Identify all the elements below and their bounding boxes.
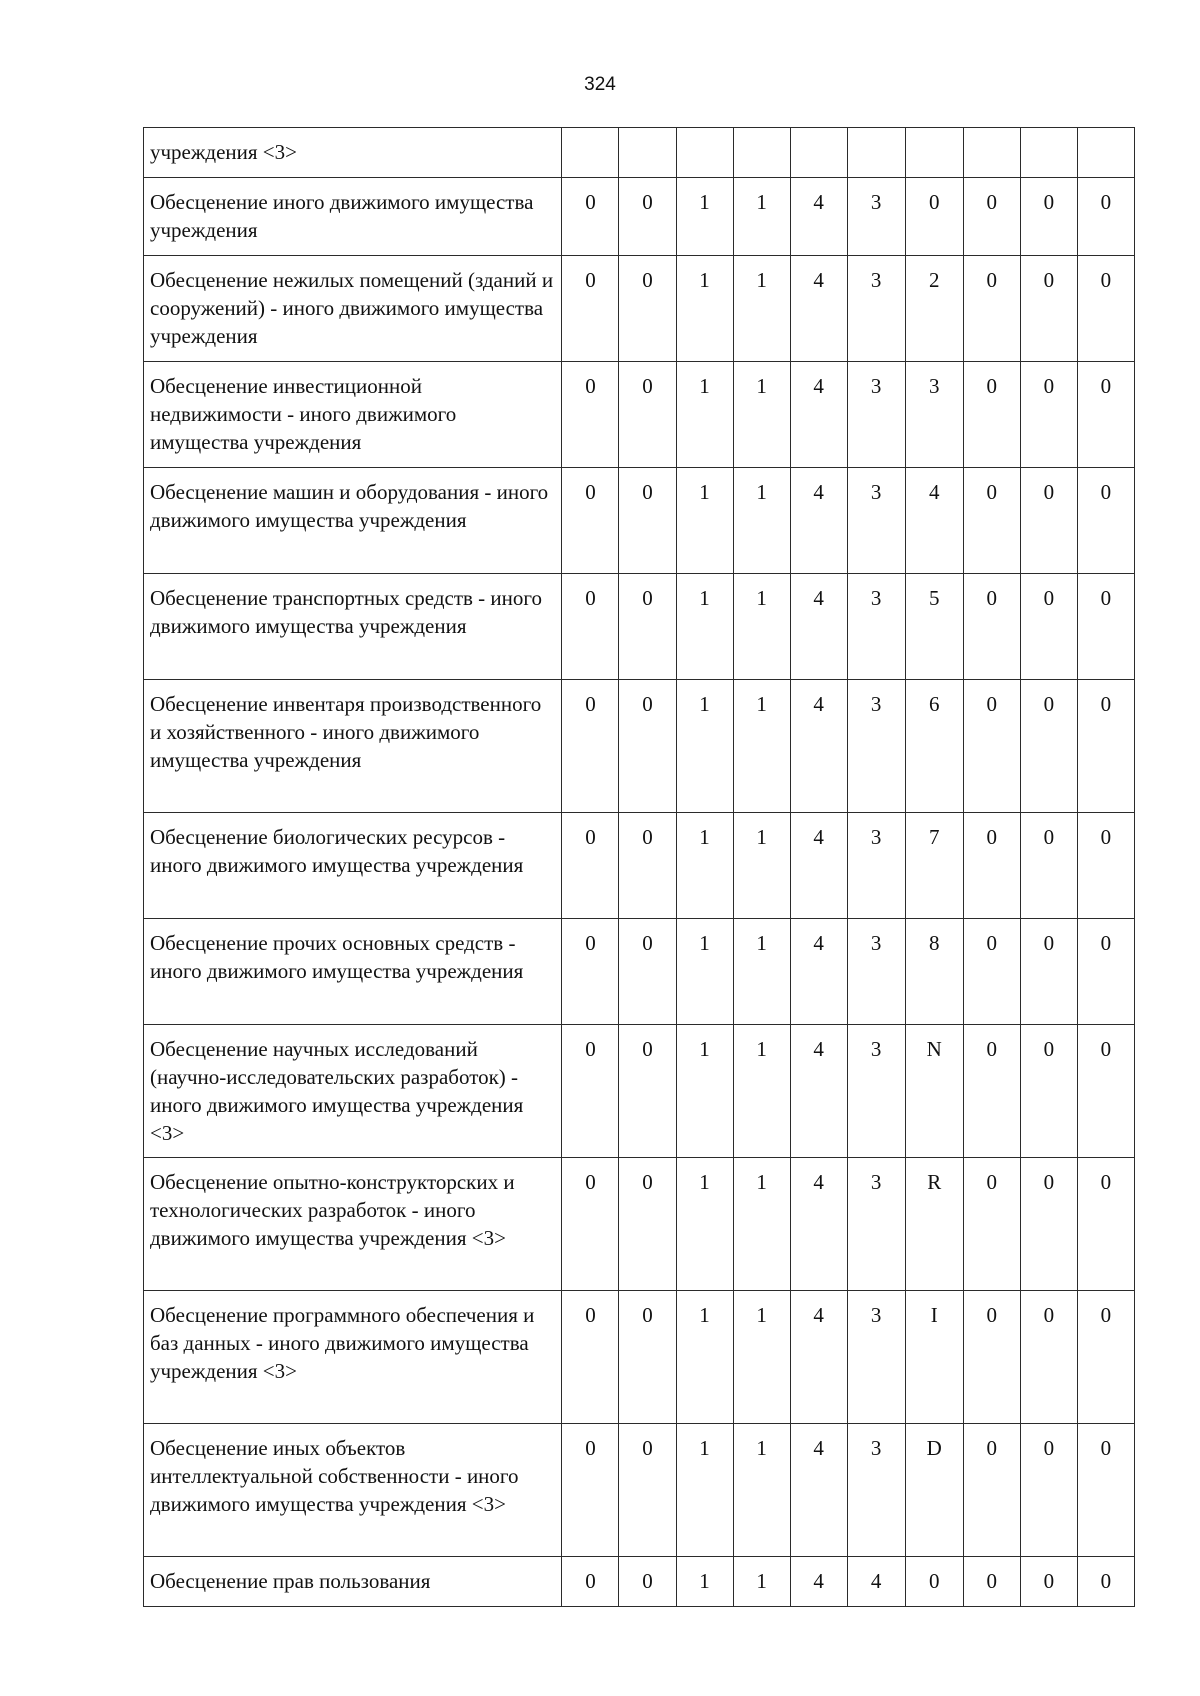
code-digit-5: 4 — [790, 1291, 847, 1424]
code-digit-5: 4 — [790, 1158, 847, 1291]
row-description: Обесценение прав пользования — [144, 1557, 562, 1607]
code-digit-7: 6 — [905, 680, 963, 813]
code-digit-7: 3 — [905, 362, 963, 468]
code-digit-4: 1 — [733, 680, 790, 813]
code-digit-1: 0 — [562, 919, 619, 1025]
code-digit-1: 0 — [562, 468, 619, 574]
code-digit-9 — [1020, 128, 1077, 178]
code-digit-2: 0 — [619, 1291, 676, 1424]
code-digit-5: 4 — [790, 178, 847, 256]
code-digit-8 — [963, 128, 1020, 178]
code-digit-7: 2 — [905, 256, 963, 362]
code-digit-6: 3 — [847, 362, 905, 468]
table-row — [144, 1291, 1135, 1424]
table-row — [144, 1557, 1135, 1607]
page-number: 324 — [584, 74, 616, 95]
code-digit-8: 0 — [963, 1424, 1020, 1557]
code-digit-8: 0 — [963, 1025, 1020, 1158]
row-description: Обесценение программного обеспечения и баз данных - иного движимого имущества учреждения <3> — [144, 1291, 562, 1424]
code-digit-2: 0 — [619, 1424, 676, 1557]
table-row — [144, 362, 1135, 468]
code-digit-1: 0 — [562, 1025, 619, 1158]
row-description: Обесценение прочих основных средств - иного движимого имущества учреждения — [144, 919, 562, 1025]
code-digit-7: I — [905, 1291, 963, 1424]
code-digit-1: 0 — [562, 680, 619, 813]
code-digit-9: 0 — [1020, 468, 1077, 574]
code-digit-10: 0 — [1077, 468, 1134, 574]
table-row — [144, 919, 1135, 1025]
code-digit-4: 1 — [733, 919, 790, 1025]
code-digit-4: 1 — [733, 362, 790, 468]
code-digit-4 — [733, 128, 790, 178]
code-digit-9: 0 — [1020, 1424, 1077, 1557]
code-digit-7: 5 — [905, 574, 963, 680]
row-description: Обесценение иного движимого имущества учреждения — [144, 178, 562, 256]
code-digit-7: 0 — [905, 178, 963, 256]
code-digit-4: 1 — [733, 1158, 790, 1291]
code-digit-7 — [905, 128, 963, 178]
row-description: Обесценение транспортных средств - иного движимого имущества учреждения — [144, 574, 562, 680]
table-body — [144, 128, 1135, 1607]
code-digit-6: 3 — [847, 1025, 905, 1158]
code-digit-2: 0 — [619, 813, 676, 919]
code-digit-2: 0 — [619, 362, 676, 468]
code-digit-3: 1 — [676, 813, 733, 919]
code-digit-6: 3 — [847, 468, 905, 574]
code-digit-5: 4 — [790, 362, 847, 468]
code-digit-5: 4 — [790, 468, 847, 574]
code-digit-9: 0 — [1020, 1158, 1077, 1291]
code-digit-7: 4 — [905, 468, 963, 574]
table-row — [144, 1025, 1135, 1158]
code-digit-6: 3 — [847, 256, 905, 362]
code-digit-3: 1 — [676, 1557, 733, 1607]
table-row — [144, 1424, 1135, 1557]
code-digit-10: 0 — [1077, 919, 1134, 1025]
code-digit-3: 1 — [676, 1025, 733, 1158]
code-digit-9: 0 — [1020, 574, 1077, 680]
code-digit-5: 4 — [790, 1424, 847, 1557]
code-digit-8: 0 — [963, 468, 1020, 574]
code-digit-10: 0 — [1077, 178, 1134, 256]
code-digit-10: 0 — [1077, 680, 1134, 813]
table-row — [144, 256, 1135, 362]
code-digit-9: 0 — [1020, 1557, 1077, 1607]
code-digit-2: 0 — [619, 1557, 676, 1607]
table-row — [144, 574, 1135, 680]
row-description: Обесценение биологических ресурсов - иного движимого имущества учреждения — [144, 813, 562, 919]
code-digit-3: 1 — [676, 256, 733, 362]
code-digit-8: 0 — [963, 813, 1020, 919]
code-digit-10: 0 — [1077, 1158, 1134, 1291]
code-digit-6: 3 — [847, 919, 905, 1025]
code-digit-6: 3 — [847, 813, 905, 919]
code-digit-6: 3 — [847, 1158, 905, 1291]
code-digit-1: 0 — [562, 256, 619, 362]
row-description: Обесценение машин и оборудования - иного движимого имущества учреждения — [144, 468, 562, 574]
row-description: Обесценение нежилых помещений (зданий и сооружений) - иного движимого имущества учреждения — [144, 256, 562, 362]
code-digit-8: 0 — [963, 362, 1020, 468]
code-digit-3: 1 — [676, 1424, 733, 1557]
row-description: Обесценение иных объектов интеллектуальной собственности - иного движимого имущества учреждения <3> — [144, 1424, 562, 1557]
code-digit-9: 0 — [1020, 680, 1077, 813]
code-digit-4: 1 — [733, 468, 790, 574]
code-digit-4: 1 — [733, 1025, 790, 1158]
code-digit-9: 0 — [1020, 919, 1077, 1025]
code-digit-6: 3 — [847, 574, 905, 680]
code-digit-9: 0 — [1020, 256, 1077, 362]
code-digit-9: 0 — [1020, 1291, 1077, 1424]
code-digit-1: 0 — [562, 574, 619, 680]
code-digit-9: 0 — [1020, 362, 1077, 468]
code-digit-8: 0 — [963, 178, 1020, 256]
code-digit-10: 0 — [1077, 1557, 1134, 1607]
code-digit-3: 1 — [676, 178, 733, 256]
row-description: учреждения <3> — [144, 128, 562, 178]
code-digit-6: 3 — [847, 178, 905, 256]
code-digit-10 — [1077, 128, 1134, 178]
code-digit-7: 8 — [905, 919, 963, 1025]
code-digit-2: 0 — [619, 468, 676, 574]
table-row — [144, 680, 1135, 813]
account-code-table — [143, 127, 1135, 1607]
code-digit-2: 0 — [619, 680, 676, 813]
code-digit-9: 0 — [1020, 178, 1077, 256]
code-digit-5: 4 — [790, 1557, 847, 1607]
code-digit-9: 0 — [1020, 1025, 1077, 1158]
code-digit-3: 1 — [676, 574, 733, 680]
code-digit-5: 4 — [790, 680, 847, 813]
code-digit-7: N — [905, 1025, 963, 1158]
code-digit-10: 0 — [1077, 362, 1134, 468]
code-digit-1: 0 — [562, 1424, 619, 1557]
code-digit-4: 1 — [733, 1557, 790, 1607]
code-digit-4: 1 — [733, 1291, 790, 1424]
code-digit-8: 0 — [963, 1158, 1020, 1291]
code-digit-7: R — [905, 1158, 963, 1291]
code-digit-10: 0 — [1077, 813, 1134, 919]
row-description: Обесценение научных исследований (научно-исследовательских разработок) - иного движимого имущества учреждения <3> — [144, 1025, 562, 1158]
code-digit-1: 0 — [562, 1291, 619, 1424]
table-row — [144, 128, 1135, 178]
code-digit-4: 1 — [733, 574, 790, 680]
code-digit-1 — [562, 128, 619, 178]
code-digit-1: 0 — [562, 362, 619, 468]
code-digit-9: 0 — [1020, 813, 1077, 919]
code-digit-1: 0 — [562, 178, 619, 256]
code-digit-6: 4 — [847, 1557, 905, 1607]
code-digit-3: 1 — [676, 680, 733, 813]
row-description: Обесценение опытно-конструкторских и технологических разработок - иного движимого имущества учреждения <3> — [144, 1158, 562, 1291]
code-digit-8: 0 — [963, 1291, 1020, 1424]
code-digit-8: 0 — [963, 680, 1020, 813]
code-digit-2: 0 — [619, 256, 676, 362]
code-digit-2: 0 — [619, 574, 676, 680]
code-digit-1: 0 — [562, 813, 619, 919]
code-digit-10: 0 — [1077, 1025, 1134, 1158]
code-digit-4: 1 — [733, 178, 790, 256]
code-digit-8: 0 — [963, 919, 1020, 1025]
code-digit-4: 1 — [733, 256, 790, 362]
code-digit-5: 4 — [790, 256, 847, 362]
code-digit-10: 0 — [1077, 1424, 1134, 1557]
code-digit-1: 0 — [562, 1158, 619, 1291]
code-digit-3: 1 — [676, 468, 733, 574]
code-digit-5 — [790, 128, 847, 178]
code-digit-3 — [676, 128, 733, 178]
code-digit-8: 0 — [963, 1557, 1020, 1607]
code-digit-5: 4 — [790, 1025, 847, 1158]
code-digit-2: 0 — [619, 178, 676, 256]
code-digit-8: 0 — [963, 256, 1020, 362]
code-digit-1: 0 — [562, 1557, 619, 1607]
code-digit-10: 0 — [1077, 574, 1134, 680]
code-digit-5: 4 — [790, 813, 847, 919]
code-digit-7: D — [905, 1424, 963, 1557]
code-digit-10: 0 — [1077, 1291, 1134, 1424]
code-digit-5: 4 — [790, 919, 847, 1025]
table-row — [144, 468, 1135, 574]
code-digit-2 — [619, 128, 676, 178]
code-digit-10: 0 — [1077, 256, 1134, 362]
code-digit-6: 3 — [847, 1291, 905, 1424]
row-description: Обесценение инвентаря производственного и хозяйственного - иного движимого имущества учреждения — [144, 680, 562, 813]
table-row — [144, 1158, 1135, 1291]
code-digit-6: 3 — [847, 1424, 905, 1557]
code-digit-4: 1 — [733, 813, 790, 919]
code-digit-5: 4 — [790, 574, 847, 680]
code-digit-7: 0 — [905, 1557, 963, 1607]
code-digit-3: 1 — [676, 362, 733, 468]
row-description: Обесценение инвестиционной недвижимости - иного движимого имущества учреждения — [144, 362, 562, 468]
table-row — [144, 813, 1135, 919]
code-digit-6 — [847, 128, 905, 178]
code-digit-3: 1 — [676, 919, 733, 1025]
table-row — [144, 178, 1135, 256]
code-digit-3: 1 — [676, 1158, 733, 1291]
code-digit-7: 7 — [905, 813, 963, 919]
code-digit-2: 0 — [619, 919, 676, 1025]
code-digit-2: 0 — [619, 1158, 676, 1291]
code-digit-4: 1 — [733, 1424, 790, 1557]
code-digit-8: 0 — [963, 574, 1020, 680]
code-digit-3: 1 — [676, 1291, 733, 1424]
code-digit-6: 3 — [847, 680, 905, 813]
code-digit-2: 0 — [619, 1025, 676, 1158]
